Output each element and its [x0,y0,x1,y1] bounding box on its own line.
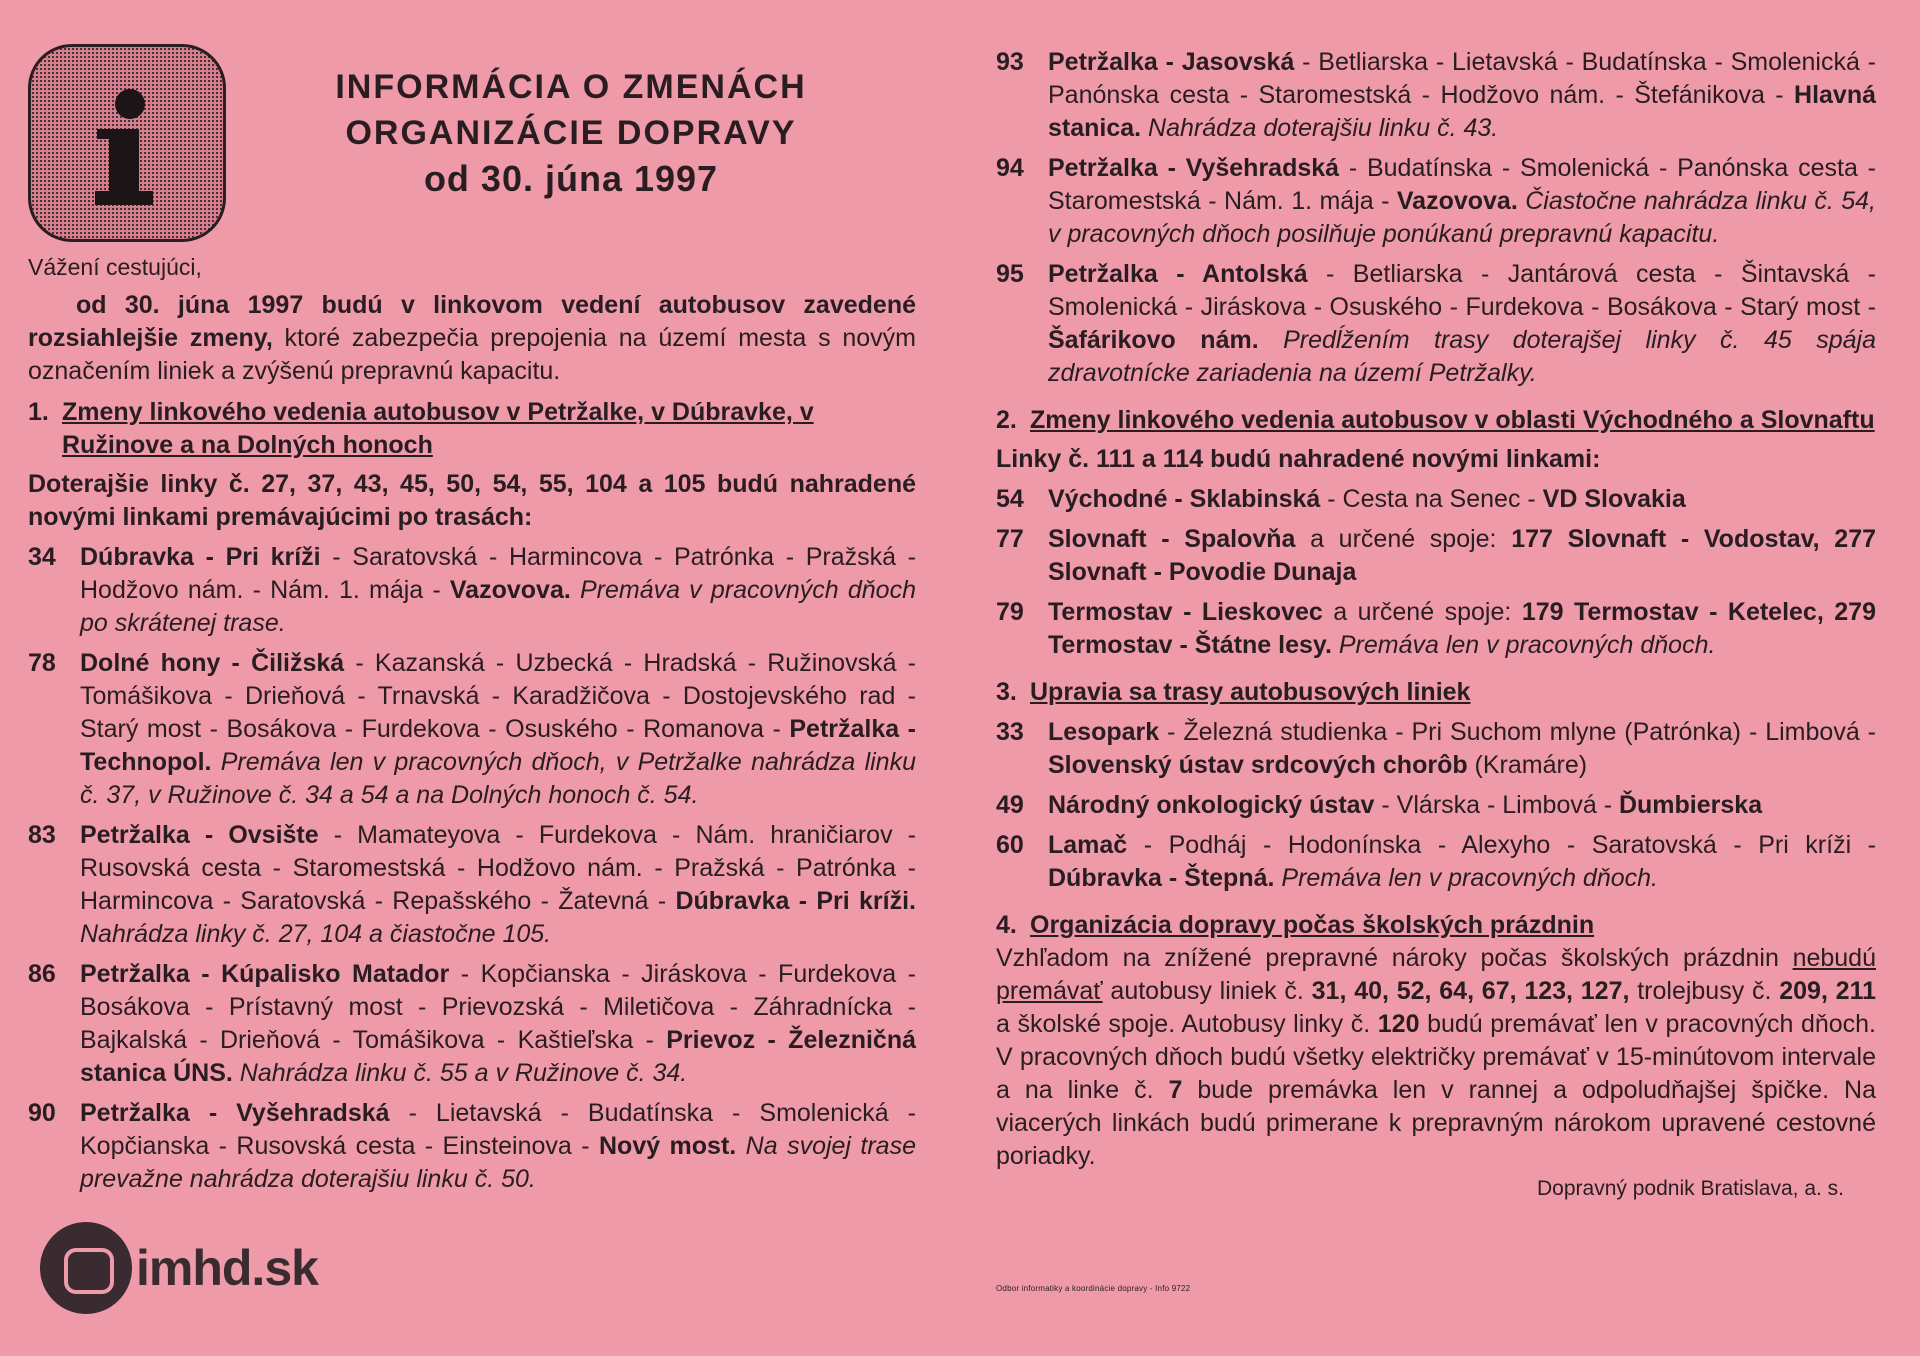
text-segment: - Železná studienka - Pri Suchom mlyne (Patrónka) - Limbová - [1159,718,1876,746]
intro-rest: ktoré zabezpečia prepojenia na území mesta s novým označením liniek a zvýšenú prepravnú kapacitu. [28,324,916,385]
section-2-lead: Linky č. 111 a 114 budú nahradené novými linkami: [996,445,1601,473]
route-94 [996,152,1876,251]
signature: Dopravný podnik Bratislava, a. s. [1537,1177,1844,1200]
route-description [80,647,916,812]
section-1-heading [28,396,916,462]
text-segment: Vazovova. [449,576,571,604]
footnote: Odbor informatiky a koordinácie dopravy - Info 9722 [996,1284,1191,1293]
text-segment: Termostav - Lieskovec [1048,598,1323,626]
text-segment: 120 [1377,1010,1420,1038]
route-number: 94 [996,154,1024,182]
text-segment: a určené spoje: [1295,525,1512,553]
text-segment: Na svojej trase prevažne nahrádza doterajšiu linku č. 50. [80,1132,916,1193]
route-number: 93 [996,48,1024,76]
text-segment: - Cesta na Senec - [1320,485,1543,513]
section-1-routes [28,541,916,1196]
text-segment: Dolné hony - Čiližská [80,649,345,677]
route-description [1048,258,1876,390]
route-description [1048,829,1876,895]
text-segment: - Lietavská - Budatínska - Smolenická - Kopčianska - Rusovská cesta - Einsteinova - [80,1099,916,1160]
text-segment: Slovenský ústav srdcových chorôb [1048,751,1468,779]
text-segment: Národný onkologický ústav [1048,791,1375,819]
watermark-text: imhd.sk [136,1240,318,1296]
text-segment: Dúbravka - Pri kríži. [675,887,916,915]
text-segment: - Kazanská - Uzbecká - Hradská - Ružinovská - Tomášikova - Drieňová - Trnavská - Karadžičova - Dostojevského rad - Starý most - Bosákova - Furdekova - Osuského - Romanova - [80,649,916,743]
title-line-1: INFORMÁCIA O ZMENÁCH [335,68,807,106]
header [28,44,916,258]
route-78 [28,647,916,812]
intro-paragraph [28,289,916,388]
text-segment: - Kopčianska - Jiráskova - Furdekova - Bosákova - Prístavný most - Prievozská - Miletičova - Záhradnícka - Bajkalská - Drieňová - Tomášikova - Kaštieľska - [80,960,916,1054]
text-segment [1824,598,1835,626]
route-95 [996,258,1876,390]
route-number: 77 [996,525,1024,553]
text-segment: Nahrádza doterajšiu linku č. 43. [1141,114,1499,142]
route-number: 78 [28,649,56,677]
route-number: 34 [28,543,56,571]
right-column [996,46,1877,1293]
text-segment: Petržalka - Vyšehradská [80,1099,390,1127]
text-segment: Petržalka - Kúpalisko Matador [80,960,450,988]
route-77 [996,523,1876,589]
text-segment: 7 [1168,1076,1183,1104]
info-icon [28,44,226,242]
text-segment: (Kramáre) [1467,751,1588,779]
route-description [1048,152,1876,251]
route-86 [28,958,916,1090]
text-segment: budú premávať len v pracovných dňoch. V pracovných dňoch budú všetky električky premávať v 15-minútovom intervale a na linke č. [996,1010,1877,1104]
text-segment: Dúbravka - Pri kríži [80,543,321,571]
text-segment: Nahrádza linky č. 27, 104 a čiastočne 105. [80,920,552,948]
text-segment: - Budatínska - Smolenická - Panónska cesta - Staromestská - Nám. 1. mája - [1048,154,1876,215]
text-segment: Nahrádza linku č. 55 a v Ružinove č. 34. [232,1059,688,1087]
text-segment: Ďumbierska [1618,791,1763,819]
intro-bold: od 30. júna 1997 budú v linkovom vedení autobusov zavedené rozsiahlejšie zmeny, [28,291,916,352]
route-93 [996,46,1876,145]
route-number: 95 [996,260,1024,288]
text-segment: 209, 211 [1779,977,1877,1005]
text-segment: autobusy liniek č. [1102,977,1312,1005]
text-segment: Nový most. [599,1132,737,1160]
route-79 [996,596,1876,662]
route-number: 83 [28,821,56,849]
route-33 [996,716,1876,782]
text-segment: Premáva len v pracovných dňoch. [1331,631,1716,659]
route-54 [996,483,1876,516]
section-number: 1. [28,398,49,426]
route-49 [996,789,1876,822]
route-number: 90 [28,1099,56,1127]
route-description [1048,483,1876,516]
route-description [1048,789,1876,822]
text-segment: Premáva v pracovných dňoch po skrátenej trase. [80,576,916,637]
section-number: 3. [996,678,1017,706]
route-description [1048,716,1876,782]
text-segment: Petržalka - Vyšehradská [1048,154,1340,182]
route-60 [996,829,1876,895]
route-number: 33 [996,718,1024,746]
route-number: 86 [28,960,56,988]
text-segment: Slovnaft - Spalovňa [1048,525,1296,553]
text-segment: Petržalka - Antolská [1048,260,1308,288]
text-segment: Premáva len v pracovných dňoch. [1274,864,1658,892]
text-segment: Petržalka - Ovsište [80,821,319,849]
text-segment: Vazovova. [1396,187,1518,215]
text-segment: - Podháj - Hodonínska - Alexyho - Saratovská - Pri kríži - [1127,831,1876,859]
text-segment: 177 Slovnaft - Vodostav, 277 Slovnaft - Povodie Dunaja [1048,525,1876,586]
watermark [40,1222,318,1314]
imhd-logo-icon [40,1222,132,1314]
page-title [226,44,916,202]
section-3-routes [996,716,1876,895]
text-segment: Hlavná stanica. [1048,81,1876,142]
text-segment: Východné - Sklabinská [1048,485,1321,513]
section-number: 2. [996,406,1017,434]
route-number: 60 [996,831,1024,859]
text-segment: a školské spoje. Autobusy linky č. [996,1010,1378,1038]
route-description [80,1097,916,1196]
text-segment: 179 Termostav - Ketelec, [1521,598,1824,626]
text-segment: Petržalka -Technopol. [80,715,917,776]
section-heading-text: Upravia sa trasy autobusových liniek [1030,678,1471,706]
section-heading-text: Organizácia dopravy počas školských prázdnin [1030,911,1595,939]
route-number: 79 [996,598,1024,626]
text-segment: Čiastočne nahrádza linku č. 54, v pracovných dňoch posilňuje ponúkanú prepravnú kapacitu. [1048,187,1876,248]
text-segment: Lesopark [1048,718,1160,746]
section-4-body [996,942,1876,1173]
route-description [80,819,916,951]
route-description [1048,596,1876,662]
section-heading-text: Zmeny linkového vedenia autobusov v oblasti Východného a Slovnaftu [1030,406,1875,434]
text-segment: nebudú premávať [996,944,1876,1005]
text-segment: - Betliarska - Jantárová cesta - Šintavská - Smolenická - Jiráskova - Osuského - Furdekova - Bosákova - Starý most - [1048,260,1876,321]
text-segment: Prievoz - Železničná stanica ÚNS. [80,1026,916,1087]
text-segment: Predĺžením trasy doterajšej linky č. 45 spája zdravotnícke zariadenia na území Petržalky. [1048,326,1876,387]
text-segment: VD Slovakia [1542,485,1686,513]
route-description [80,541,916,640]
section-2-routes [996,483,1876,662]
section-3-heading [996,676,1876,709]
text-segment: Petržalka - Jasovská [1048,48,1295,76]
text-segment: Premáva len v pracovných dňoch, v Petržalke nahrádza linku č. 37, v Ružinove č. 34 a 54 a na Dolných honoch č. 54. [80,748,916,809]
section-1-routes-continued [996,46,1876,390]
route-number: 54 [996,485,1024,513]
route-number: 49 [996,791,1024,819]
text-segment: bude premávka len v rannej a odpoludňajšej špičke. Na viacerých linkách budú primerane k prepravným nárokom upravené cestovné poriadky. [996,1076,1876,1170]
section-number: 4. [996,911,1017,939]
left-column [28,44,916,1196]
section-2-heading [996,404,1876,437]
title-line-2: ORGANIZÁCIE DOPRAVY [345,114,797,152]
text-segment: trolejbusy č. [1629,977,1780,1005]
text-segment: - Betliarska - Lietavská - Budatínska - Smolenická - Panónska cesta - Staromestská - Hodžovo nám. - Štefánikova - [1048,48,1876,109]
section-1-lead: Doterajšie linky č. 27, 37, 43, 45, 50, 54, 55, 104 a 105 budú nahradené novými linkami premávajúcimi po trasách: [28,470,916,531]
text-segment: 31, 40, 52, 64, 67, 123, 127, [1311,977,1630,1005]
route-description [1048,46,1876,145]
route-83 [28,819,916,951]
text-segment: Lamač [1048,831,1128,859]
text-segment: - Saratovská - Harmincova - Patrónka - Pražská - Hodžovo nám. - Nám. 1. mája - [80,543,916,604]
text-segment: - Mamateyova - Furdekova - Nám. hraničiarov - Rusovská cesta - Staromestská - Hodžovo nám. - Pražská - Patrónka - Harmincova - Saratovská - Repašského - Žatevná - [80,821,916,915]
route-34 [28,541,916,640]
section-4-heading [996,909,1876,942]
greeting: Vážení cestujúci, [28,254,202,280]
route-90 [28,1097,916,1196]
text-segment: Šafárikovo nám. [1048,326,1259,354]
text-segment: - Vlárska - Limbová - [1374,791,1619,819]
text-segment: Vzhľadom na znížené prepravné nároky počas školských prázdnin [996,944,1793,972]
text-segment: a určené spoje: [1322,598,1522,626]
title-line-3: od 30. júna 1997 [423,158,719,199]
route-description [80,958,916,1090]
section-heading-text: Zmeny linkového vedenia autobusov v Petržalke, v Dúbravke, v Ružinove a na Dolných honoch [62,398,814,459]
text-segment: Dúbravka - Štepná. [1048,864,1275,892]
text-segment: 279 Termostav - Štátne lesy. [1048,598,1876,659]
route-description [1048,523,1876,589]
